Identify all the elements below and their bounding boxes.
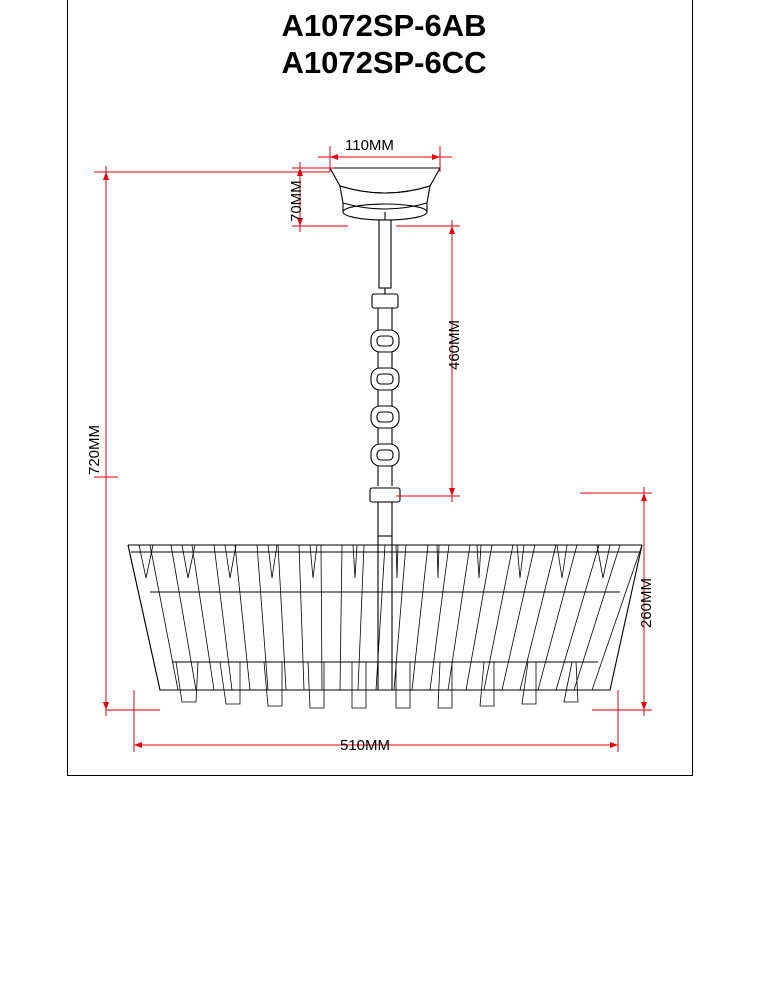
chain-link-3 — [371, 368, 399, 390]
dim-label-canopy-width: 110MM — [345, 137, 394, 154]
chain-link-1 — [372, 294, 398, 308]
chain-link-5-inner — [377, 450, 393, 460]
chain-link-4 — [371, 406, 399, 428]
stem-rod — [379, 220, 391, 288]
fixture-outline — [128, 168, 642, 708]
chain-connector-3 — [378, 390, 392, 406]
dim-label-total-height: 720MM — [86, 424, 103, 475]
stem-fitting — [370, 488, 400, 502]
chain-connector-5 — [378, 466, 392, 486]
lower-rod — [378, 502, 392, 536]
chain-link-4-inner — [377, 412, 393, 422]
product-code-primary: A1072SP-6AB — [281, 8, 487, 43]
chain-link-2-inner — [377, 336, 393, 346]
chain-link-2 — [371, 330, 399, 352]
shade-body-outline — [128, 545, 642, 690]
canopy-lower — [340, 186, 430, 209]
product-code-secondary: A1072SP-6CC — [281, 44, 487, 80]
dim-label-shade-width: 510MM — [340, 737, 391, 754]
dim-label-chain-length: 460MM — [446, 319, 463, 370]
chain-link-5 — [371, 444, 399, 466]
shade-prism-tips — [139, 545, 610, 578]
dim-label-canopy-height: 70MM — [288, 180, 305, 222]
dim-label-shade-height: 260MM — [638, 577, 655, 628]
chain-connector-1 — [378, 308, 392, 330]
dimension-lines — [94, 146, 652, 752]
chain-link-3-inner — [377, 374, 393, 384]
shade-facets — [128, 545, 642, 690]
canopy-shape — [330, 168, 440, 193]
chain-connector-2 — [378, 352, 392, 368]
chain-connector-4 — [378, 428, 392, 444]
